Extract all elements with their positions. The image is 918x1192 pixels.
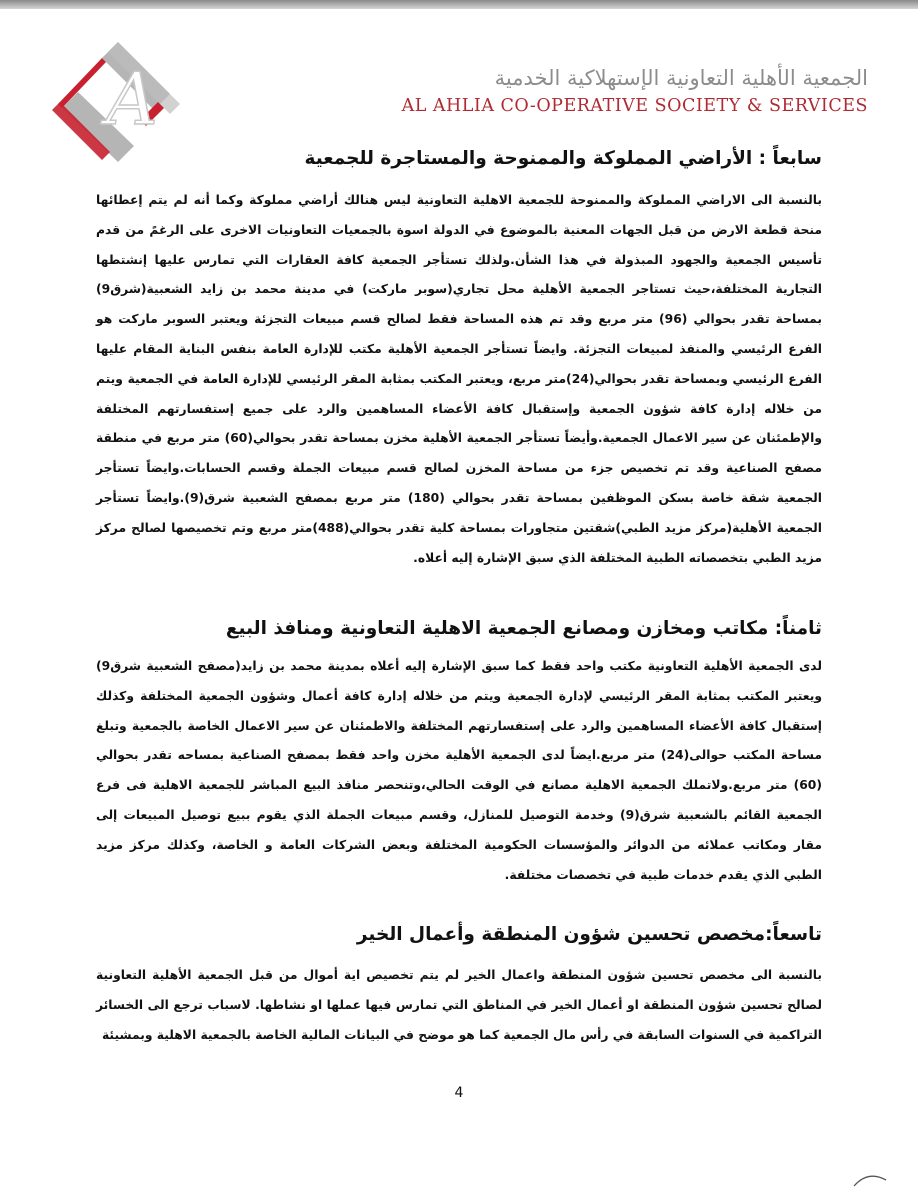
corner-mark <box>850 1166 890 1188</box>
section-7 <box>96 186 822 573</box>
org-name-english: AL AHLIA CO-OPERATIVE SOCIETY & SERVICES <box>401 96 868 116</box>
organization-name <box>402 66 868 116</box>
section-9-heading: تاسعاً:مخصص تحسين شؤون المنطقة وأعمال الخير <box>356 924 822 945</box>
section-7-heading: سابعاً : الأراضي المملوكة والممنوحة والمستاجرة للجمعية <box>304 148 822 169</box>
svg-text:A: A <box>106 57 158 141</box>
section-9-body: بالنسبة الى مخصص تحسين شؤون المنطقة واعمال الخير لم يتم تخصيص اية أموال من قبل الجمعية الأهلية التعاونية لصالح تحسين شؤون المنطقة او أعمال الخير في المناطق التي تمارس فيها عملها او نشاطها. لاسباب ترجع الى الخسائر التراكمية في السنوات السابقة في رأس مال الجمعية كما هو موضح في البيانات المالية الخاصة بالجمعية الاهلية وبمشيئة <box>96 968 822 1043</box>
page-number: 4 <box>454 1085 464 1101</box>
section-7-body: بالنسبة الى الاراضي المملوكة والممنوحة للجمعية الاهلية التعاونية ليس هنالك أراضي مملوكة وكما أنه لم يتم إعطائها منحة قطعة الارض من قبل الجهات المعنية بالموضوع في الدولة اسوة بالجمعيات التعاونيات الاخرى على الرغمً من قدم تأسيس الجمعية والجهود المبذولة في هذا الشأن.ولذلك تستأجر الجمعية كافة العقارات التي تمارس عليها إنشتطها التجارية المختلفة،حيث تستاجر الجمعية الأهلية محل تجاري(سوبر ماركت) في مدينة محمد بن زايد الشعبية(شرق9) بمساحة تقدر بحوالي (96) متر مربع وقد تم هذه المساحة فقط لصالح قسم مبيعات التجزئة ويعتبر السوبر ماركت هو الفرع الرئيسي والمنفذ لمبيعات التجزئة. وايضاً تستأجر الجمعية الأهلية مكتب للإدارة العامة بنفس البناية المقام عليها الفرع الرئيسي وبمساحة تقدر بحوالي(24)متر مربع، ويعتبر المكتب بمثابة المقر الرئيسي للإدارة العامة في الجمعية ويتم من خلاله إدارة كافة شؤون الجمعية وإستقبال كافة الأعضاء المساهمين والرد على جميع إستفسارتهم المختلفة والإطمئنان عن سير الاعمال الجمعية.وأيضاً تستأجر الجمعية الأهلية مخزن بمساحة تقدر بحوالي(60) متر مربع في منطقة مصفح الصناعية وقد تم تخصيص جزء من مساحة المخزن لصالح قسم مبيعات الجملة وقسم الحسابات.وايضاً تستأجر الجمعية شقة خاصة بسكن الموظفين بمساحة تقدر بحوالي (180) متر مربع بمصفح الشعبية شرق(9).وايضاً تستأجر الجمعية الأهلية(مركز مزيد الطبي)شقتين متجاورات بمساحة كلية تقدر بحوالي(488)متر مربع وتم تخصيصها لصالح مركز مزيد الطبي بتخصصاته الطبية المختلفة الذي سبق الإشارة إليه أعلاه. <box>96 193 823 565</box>
scan-top-edge <box>0 0 918 9</box>
section-8-body: لدى الجمعية الأهلية التعاونية مكتب واحد فقط كما سبق الإشارة إليه أعلاه بمدينة محمد بن زايد(مصفح الشعبية شرق9) ويعتبر المكتب بمثابة المقر الرئيسي لإدارة الجمعية ويتم من خلاله إدارة كافة أعمال وشؤون الجمعية المختلفة وكذلك إستقبال كافة الأعضاء المساهمين والرد على إستفسارتهم المختلفة والاطمئنان عن سير الاعمال الخاصة بالجمعية وتبلغ مساحة المكتب حوالى(24) متر مربع.ايضاً لدى الجمعية الأهلية مخزن واحد فقط بمصفح الصناعية بمساحه تقدر بحوالي (60) متر مربع.ولاتملك الجمعية الاهلية مصانع في الوقت الحالي،وتنحصر منافذ البيع المباشر للجمعية الاهلية فى فرع الجمعية القائم بالشعبية شرق(9) وخدمة التوصيل للمنازل، وقسم مبيعات الجملة الذي يقوم ببيع توصيل المبيعات إلى مقار ومكاتب عملائه من الدوائر والمؤسسات الحكومية المختلفة وبعض الشركات العامة و الخاصة، وكذلك مركز مزيد الطبي الذي يقدم خدمات طبية في تخصصات مختلفة. <box>96 659 822 882</box>
section-8 <box>96 652 822 890</box>
section-9 <box>96 960 822 1051</box>
section-8-heading: ثامناً: مكاتب ومخازن ومصانع الجمعية الاهلية التعاونية ومنافذ البيع <box>225 618 822 639</box>
al-ahlia-logo-icon <box>40 24 195 164</box>
org-name-arabic: الجمعية الأهلية التعاونية الإستهلاكية الخدمية <box>494 66 868 90</box>
